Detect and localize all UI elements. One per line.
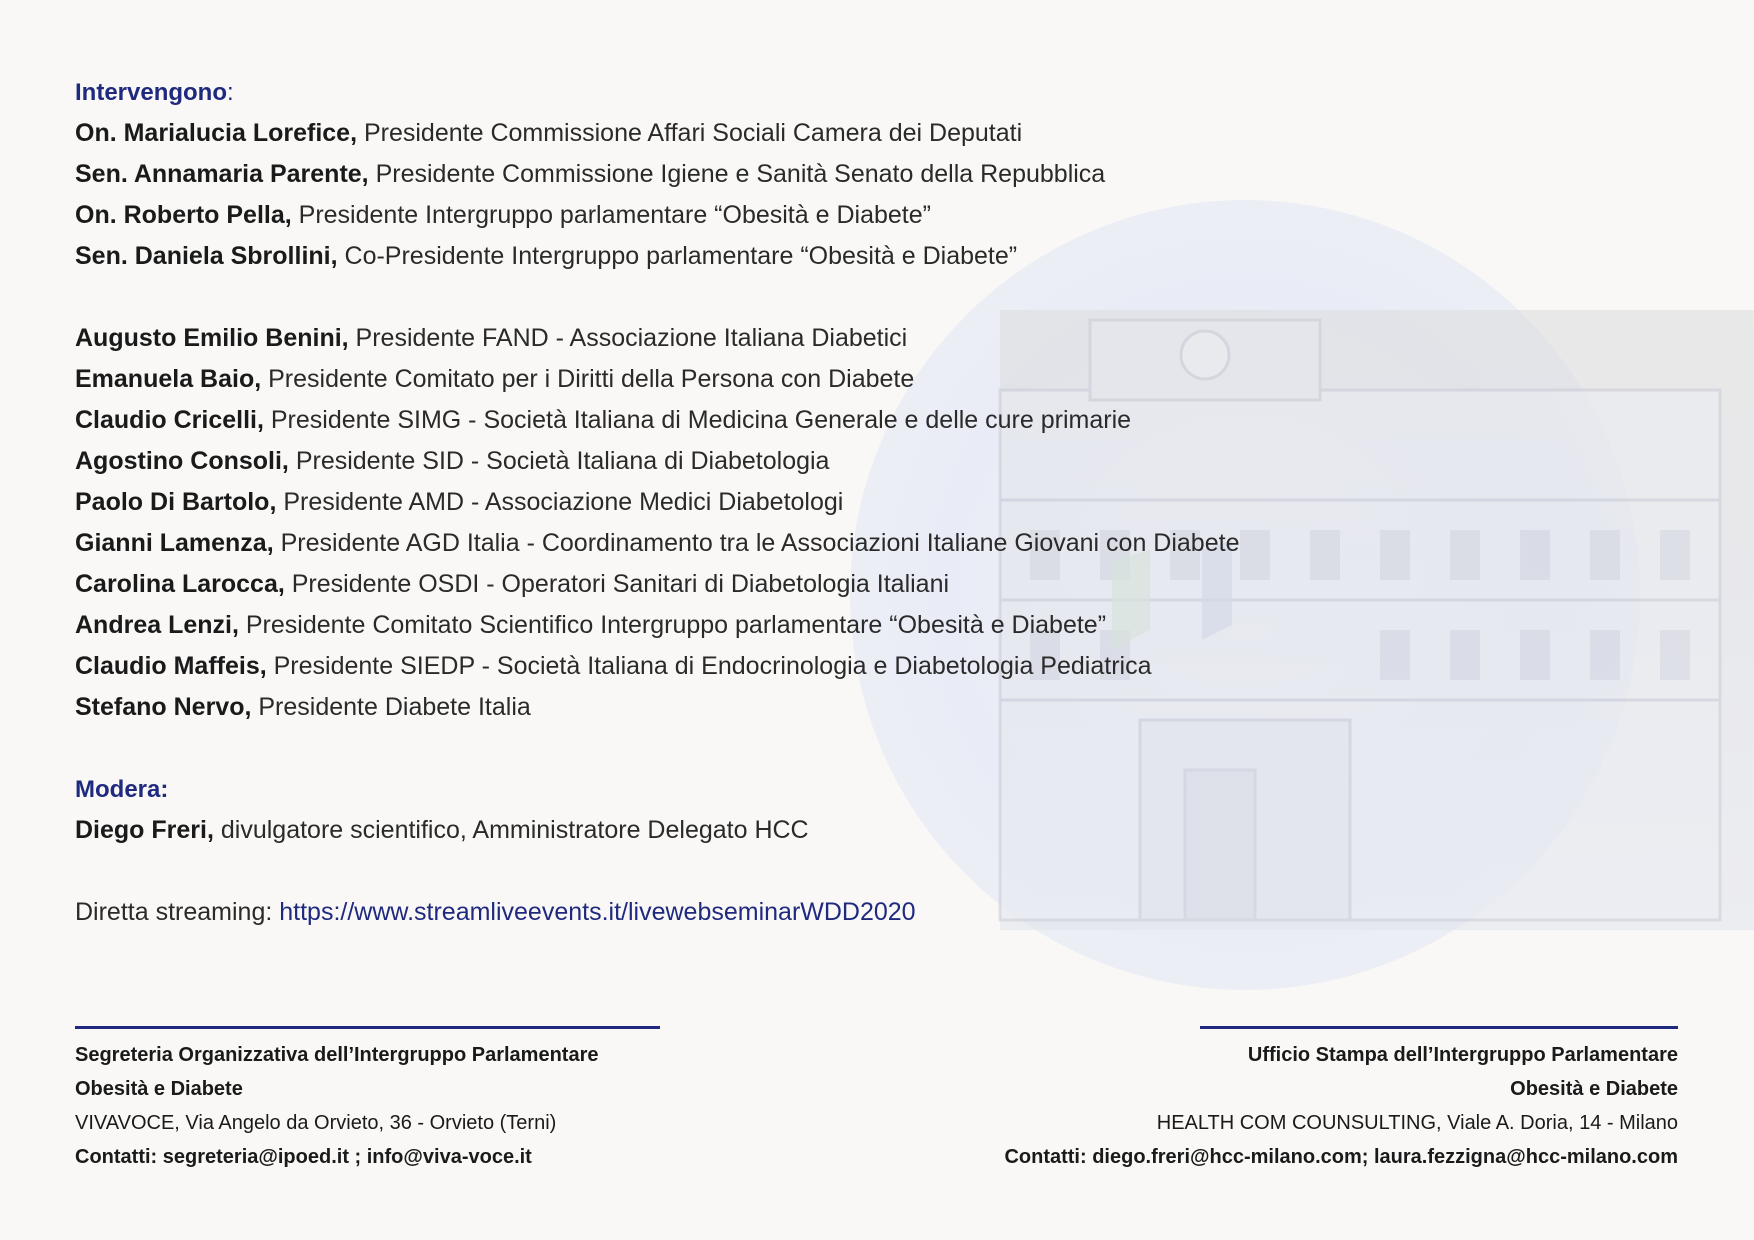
speaker-role: Presidente FAND - Associazione Italiana Diabetici xyxy=(348,324,908,352)
speaker-row xyxy=(75,359,1375,400)
speaker-name: Sen. Daniela Sbrollini, xyxy=(75,242,338,270)
main-content xyxy=(75,72,1375,933)
speaker-row xyxy=(75,318,1375,359)
speaker-name: Paolo Di Bartolo, xyxy=(75,488,277,516)
speaker-role: Presidente Intergruppo parlamentare “Obesità e Diabete” xyxy=(291,201,931,229)
press-office-address: HEALTH COM COUNSULTING, Viale A. Doria, 14 - Milano xyxy=(1156,1112,1678,1134)
press-office-title: Ufficio Stampa dell’Intergruppo Parlamentare xyxy=(1247,1044,1678,1066)
streaming-link[interactable]: https://www.streamliveevents.it/livewebseminarWDD2020 xyxy=(279,898,916,926)
speaker-role: Presidente Diabete Italia xyxy=(251,693,531,721)
speaker-row xyxy=(75,646,1375,687)
speaker-role: Presidente Commissione Igiene e Sanità Senato della Repubblica xyxy=(368,160,1106,188)
speaker-role: Presidente Comitato Scientifico Intergruppo parlamentare “Obesità e Diabete” xyxy=(238,611,1107,639)
spacer xyxy=(75,851,1375,892)
moderator-name: Diego Freri, xyxy=(75,816,214,844)
press-office-subtitle: Obesità e Diabete xyxy=(1510,1078,1678,1100)
speaker-role: Presidente SID - Società Italiana di Diabetologia xyxy=(288,447,830,475)
streaming-row xyxy=(75,892,1375,933)
speaker-role: Presidente OSDI - Operatori Sanitari di Diabetologia Italiani xyxy=(284,570,950,598)
speaker-name: Agostino Consoli, xyxy=(75,447,289,475)
speaker-row xyxy=(75,482,1375,523)
speaker-name: On. Marialucia Lorefice, xyxy=(75,119,358,147)
speaker-row xyxy=(75,564,1375,605)
secretariat-contacts: Contatti: segreteria@ipoed.it ; info@viva-voce.it xyxy=(75,1146,532,1168)
speaker-name: Emanuela Baio, xyxy=(75,365,262,393)
press-office-contacts: Contatti: diego.freri@hcc-milano.com; laura.fezzigna@hcc-milano.com xyxy=(1004,1146,1678,1168)
speaker-row xyxy=(75,154,1375,195)
speaker-row xyxy=(75,605,1375,646)
moderator-role: divulgatore scientifico, Amministratore Delegato HCC xyxy=(213,816,809,844)
speaker-row xyxy=(75,236,1375,277)
speakers-heading: Intervengono: xyxy=(75,79,234,106)
speaker-name: Carolina Larocca, xyxy=(75,570,285,598)
speaker-row xyxy=(75,441,1375,482)
organizing-secretariat-block xyxy=(75,1038,599,1174)
speaker-role: Presidente Commissione Affari Sociali Camera dei Deputati xyxy=(357,119,1023,147)
secretariat-address: VIVAVOCE, Via Angelo da Orvieto, 36 - Orvieto (Terni) xyxy=(75,1112,557,1134)
speaker-role: Presidente SIEDP - Società Italiana di Endocrinologia e Diabetologia Pediatrica xyxy=(266,652,1152,680)
speaker-row xyxy=(75,113,1375,154)
speaker-row xyxy=(75,195,1375,236)
speaker-name: On. Roberto Pella, xyxy=(75,201,292,229)
speaker-name: Claudio Maffeis, xyxy=(75,652,267,680)
speaker-name: Gianni Lamenza, xyxy=(75,529,274,557)
speaker-row xyxy=(75,400,1375,441)
speaker-role: Presidente SIMG - Società Italiana di Medicina Generale e delle cure primarie xyxy=(263,406,1132,434)
speaker-name: Sen. Annamaria Parente, xyxy=(75,160,369,188)
moderator-row xyxy=(75,810,1375,851)
speaker-name: Stefano Nervo, xyxy=(75,693,252,721)
streaming-label: Diretta streaming: xyxy=(75,898,280,926)
footer-right-rule xyxy=(1200,1026,1678,1029)
speaker-role: Presidente Comitato per i Diritti della Persona con Diabete xyxy=(261,365,915,393)
speaker-name: Claudio Cricelli, xyxy=(75,406,264,434)
footer-left-rule xyxy=(75,1026,660,1029)
moderator-heading: Modera: xyxy=(75,776,169,803)
speaker-name: Andrea Lenzi, xyxy=(75,611,239,639)
speaker-row xyxy=(75,687,1375,728)
press-office-block xyxy=(1004,1038,1678,1174)
speaker-name: Augusto Emilio Benini, xyxy=(75,324,349,352)
speaker-role: Co-Presidente Intergruppo parlamentare “Obesità e Diabete” xyxy=(337,242,1018,270)
speaker-role: Presidente AGD Italia - Coordinamento tra le Associazioni Italiane Giovani con Diabete xyxy=(273,529,1240,557)
spacer xyxy=(75,277,1375,318)
secretariat-title: Segreteria Organizzativa dell’Intergruppo Parlamentare xyxy=(75,1044,599,1066)
speaker-row xyxy=(75,523,1375,564)
speaker-role: Presidente AMD - Associazione Medici Diabetologi xyxy=(276,488,844,516)
secretariat-subtitle: Obesità e Diabete xyxy=(75,1078,243,1100)
spacer xyxy=(75,728,1375,769)
